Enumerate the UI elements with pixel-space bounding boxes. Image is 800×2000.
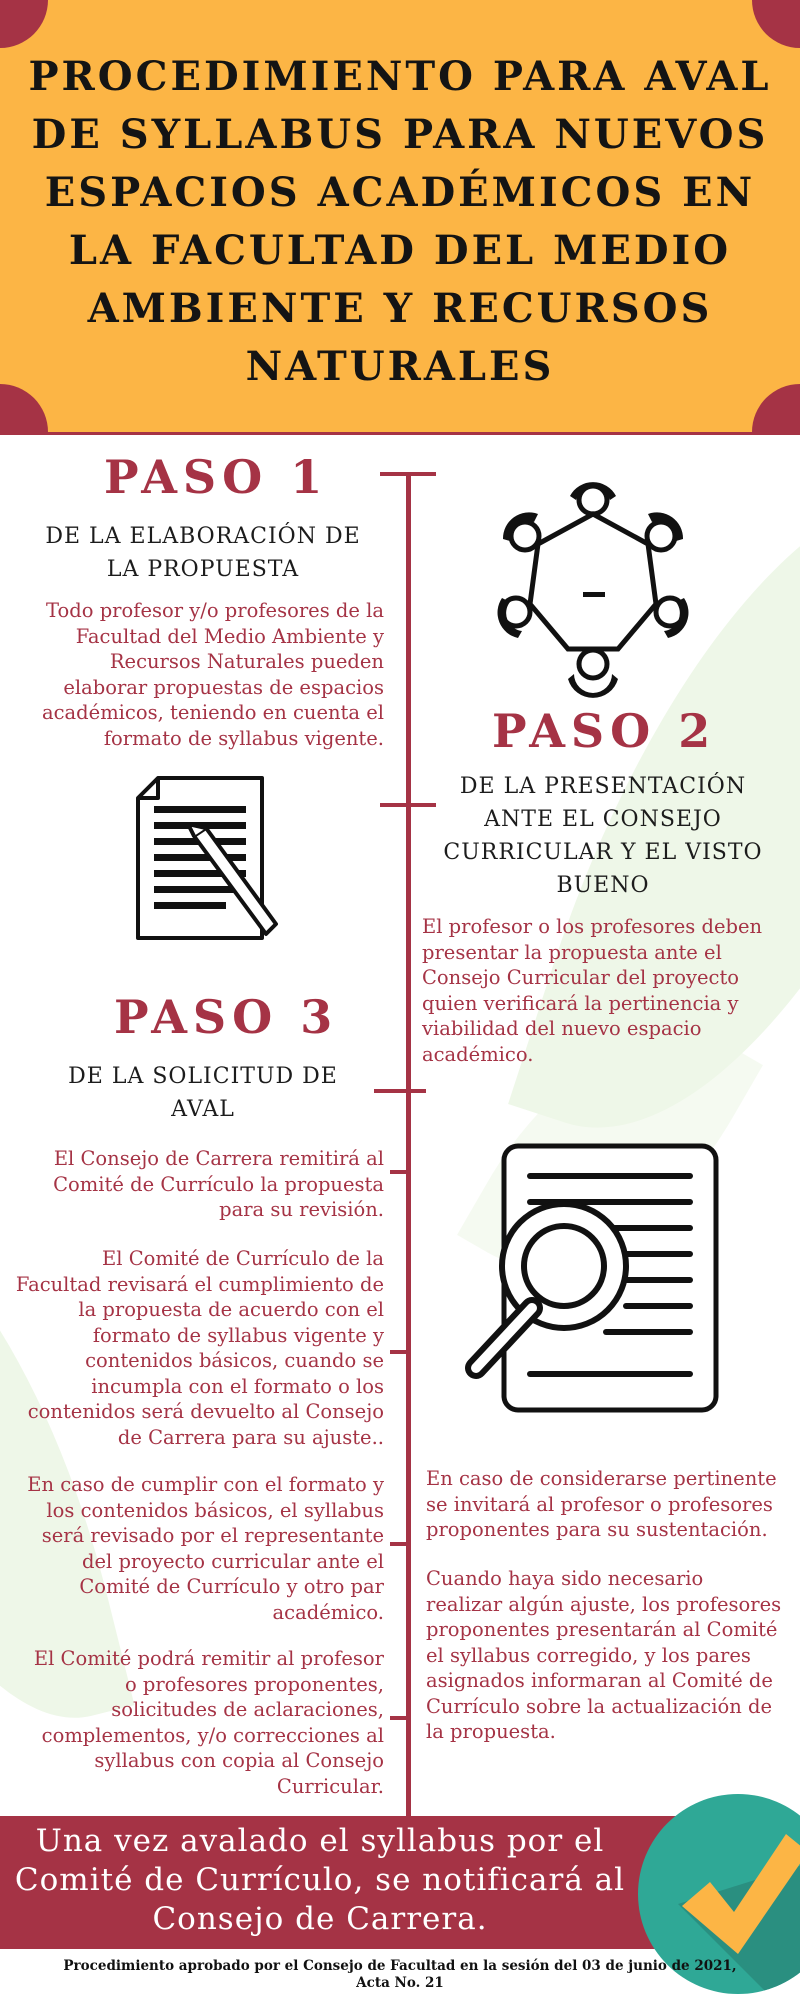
step-3-left-paragraph-4: El Comité podrá remitir al profesor o profesores proponentes, solicitudes de aclaraciones, complementos, y/o correcciones al syllabus con copia al Consejo Curricular. [33,1647,384,1798]
timeline-tick [380,803,436,807]
step-3-left-paragraph-2: El Comité de Currículo de la Facultad revisará el cumplimiento de la propuesta de acuerdo con el formato de syllabus vigente y contenidos básicos, cuando se incumpla con el formato o los contenidos será devuelto al Consejo de Carrera para su ajuste.. [15,1247,384,1449]
timeline-tick [390,1716,408,1720]
step-1-text: Todo profesor y/o profesores de la Facultad del Medio Ambiente y Recursos Naturales pueden elaborar propuestas de espacios académicos, teniendo en cuenta el formato de syllabus vigente. [42,599,384,750]
approval-footnote-line-2: Acta No. 21 [356,1975,444,1991]
timeline-tick [374,1089,426,1093]
step-2-text: El profesor o los profesores deben presentar la propuesta ante el Consejo Curricular del proyecto quien verificará la pertinencia y viabilidad del nuevo espacio académico. [422,915,763,1066]
corner-decoration [752,0,800,48]
timeline-tick [390,1350,408,1354]
meeting-table-icon [498,474,688,684]
approval-footnote-line-1: Procedimiento aprobado por el Consejo de Facultad en la sesión del 03 de junio de 2021, [63,1958,737,1974]
header-banner [0,0,800,435]
step-2-subtitle: DE LA PRESENTACIÓN ANTE EL CONSEJO CURRICULAR Y EL VISTO BUENO [443,774,763,898]
step-1-subtitle: DE LA ELABORACIÓN DE LA PROPUESTA [45,524,361,582]
timeline-tick [380,472,436,476]
page-title: PROCEDIMIENTO PARA AVAL DE SYLLABUS PARA NUEVOS ESPACIOS ACADÉMICOS EN LA FACULTAD DEL MEDIO AMBIENTE Y RECURSOS NATURALES [28,53,772,390]
step-3-left-paragraph-3: En caso de cumplir con el formato y los contenidos básicos, el syllabus será revisado por el representante del proyecto curricular ante el Comité de Currículo y otro par académico. [27,1473,384,1624]
footer-message: Una vez avalado el syllabus por el Comité de Currículo, se notificará al Consejo de Carrera. [14,1823,626,1937]
timeline-tick [390,1542,408,1546]
step-2-heading: PASO 2 [492,704,717,758]
step-1-heading: PASO 1 [104,450,329,504]
approval-footnote [0,1958,800,1992]
timeline-tick [390,1170,408,1174]
step-3-subtitle: DE LA SOLICITUD DE AVAL [68,1064,338,1122]
step-3-heading: PASO 3 [114,990,339,1044]
step-3-left-paragraph-1: El Consejo de Carrera remitirá al Comité de Currículo la propuesta para su revisión. [53,1147,384,1221]
step-3-right-paragraph-2: Cuando haya sido necesario realizar algún ajuste, los profesores proponentes presentarán al Comité el syllabus corregido, y los pares asignados informaran al Comité de Currículo sobre la actualización de la propuesta. [426,1567,782,1743]
step-3-right-paragraph-1: En caso de considerarse pertinente se invitará al profesor o profesores proponentes para su sustentación. [426,1467,777,1541]
document-magnifier-icon [456,1142,726,1414]
corner-decoration [0,0,48,48]
timeline-line [406,472,411,1816]
document-pen-icon [134,774,282,944]
